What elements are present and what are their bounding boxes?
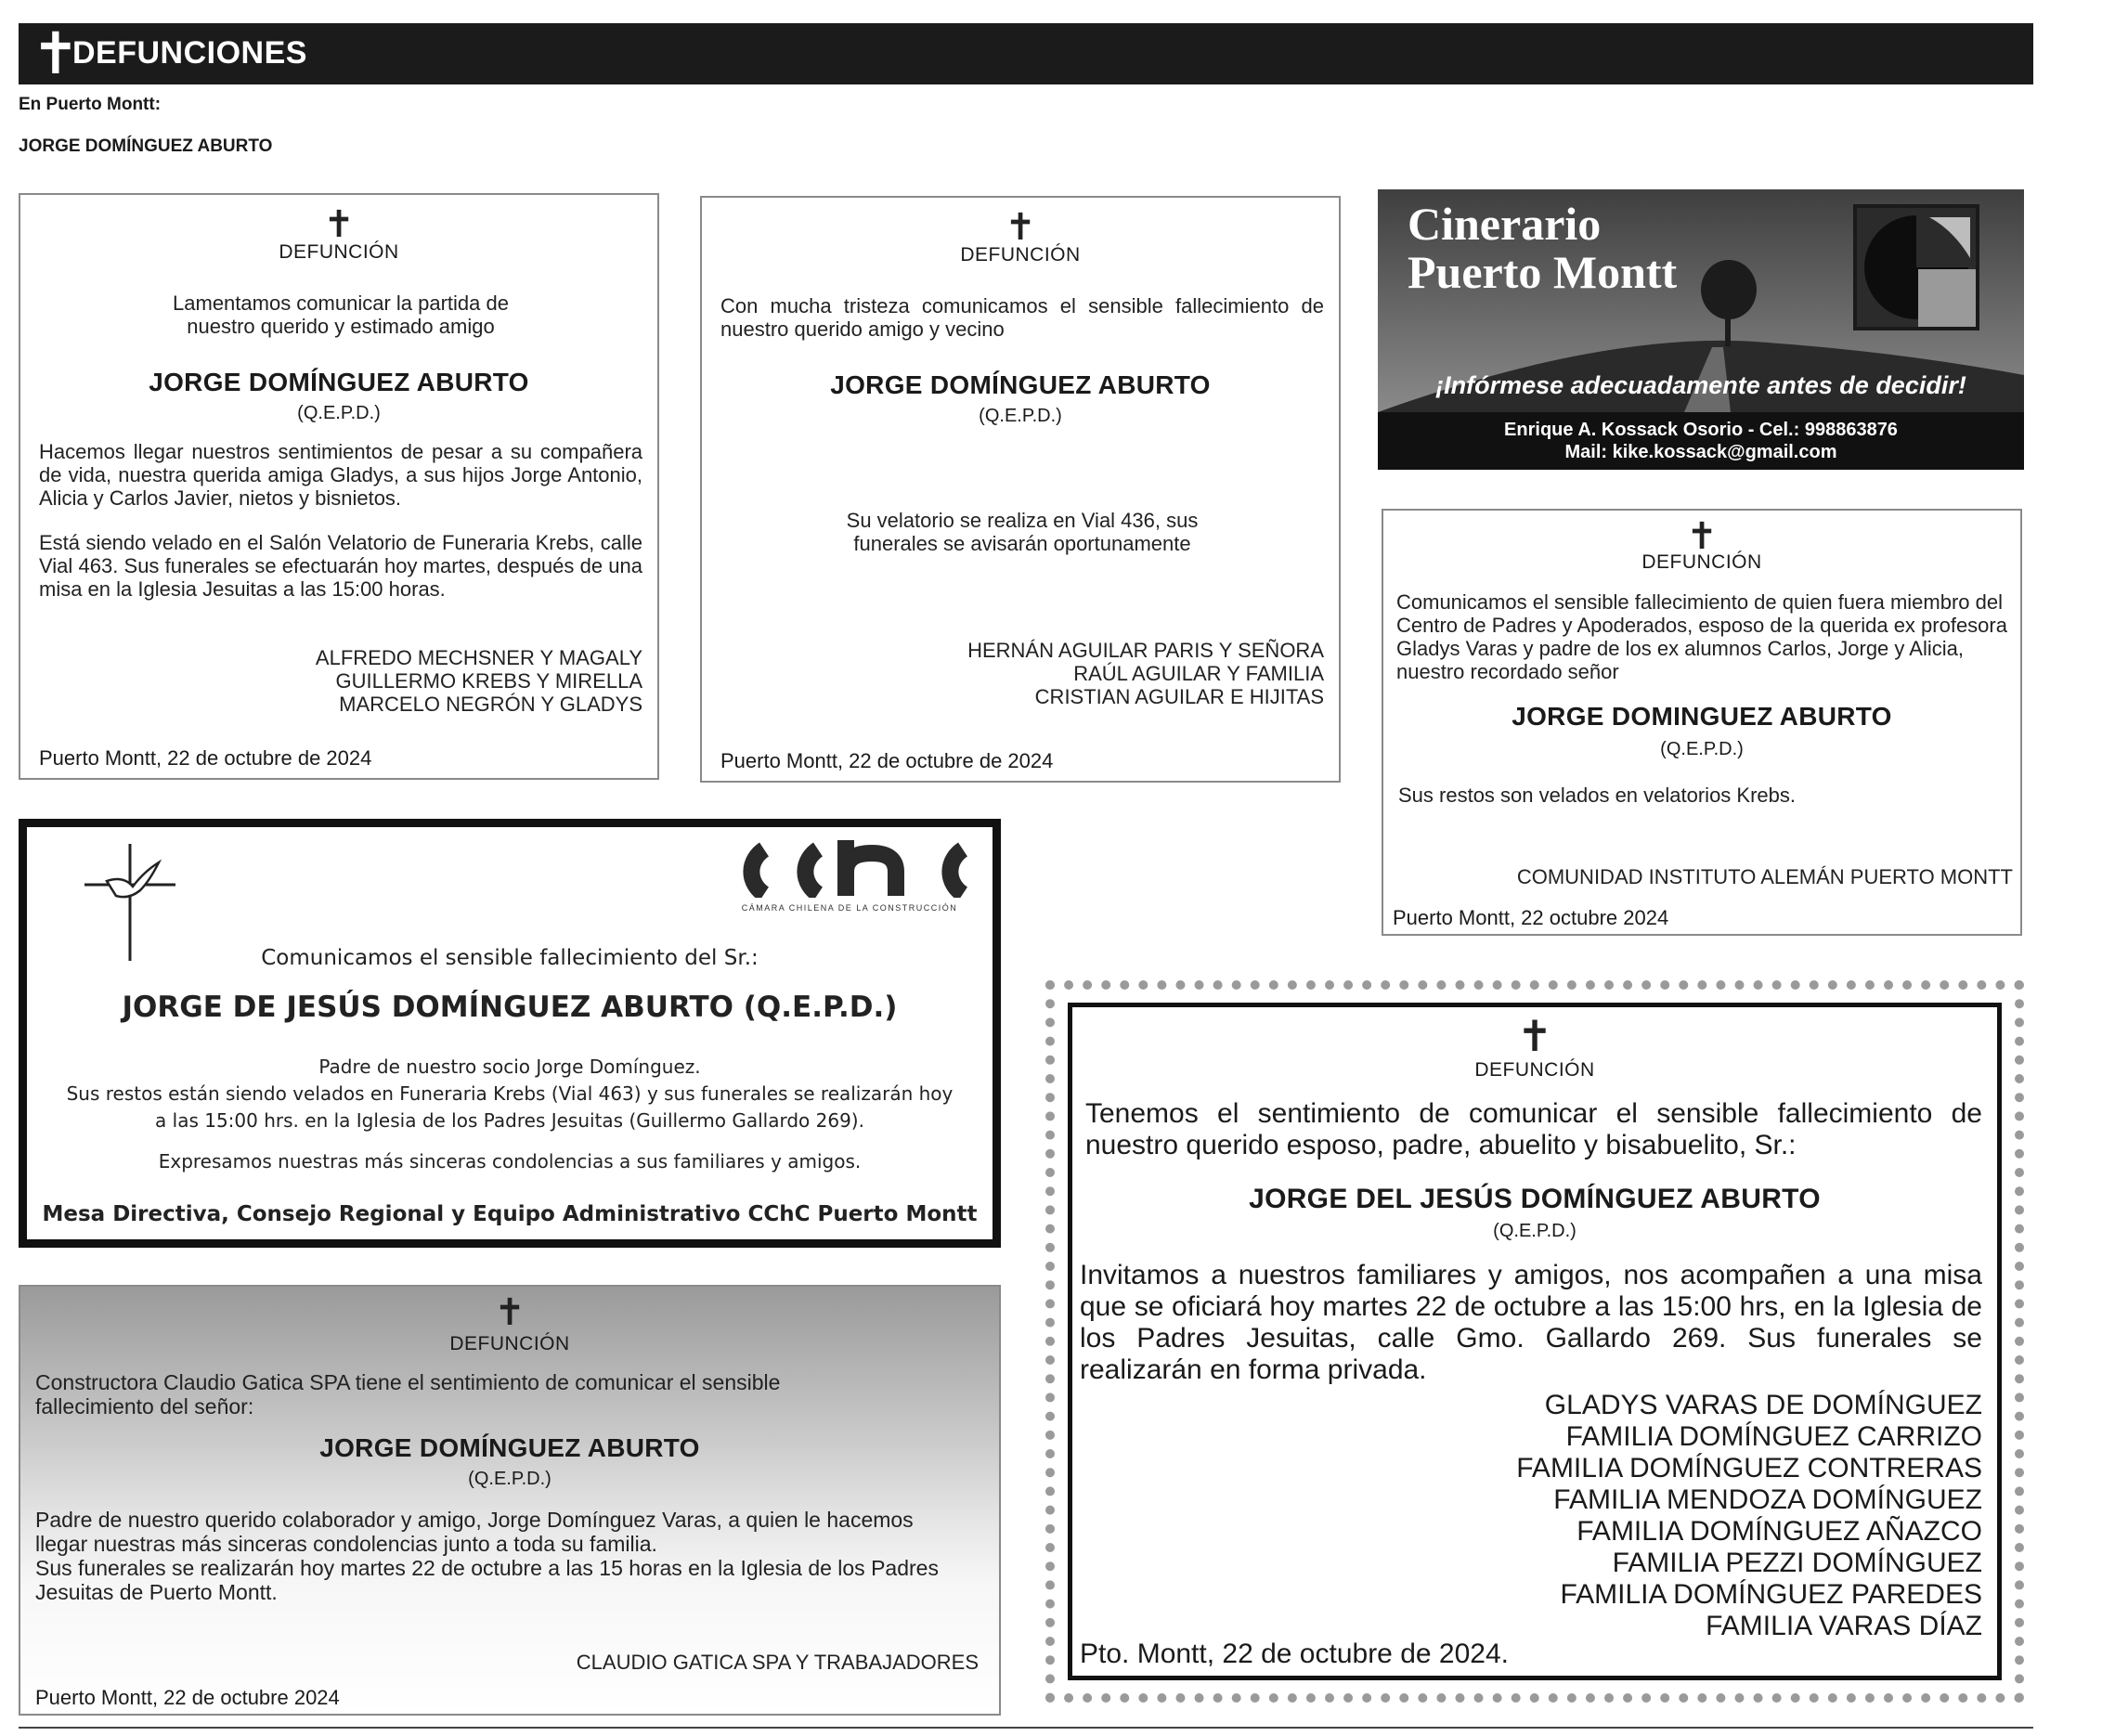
- notice-1: [19, 193, 659, 780]
- qepd-label: (Q.E.P.D.): [979, 406, 1062, 426]
- signer: FAMILIA VARAS DÍAZ: [1706, 1611, 1982, 1641]
- deceased-name: JORGE DOMÍNGUEZ ABURTO: [319, 1433, 700, 1462]
- signers-list: [39, 646, 642, 716]
- signer: FAMILIA DOMÍNGUEZ CARRIZO: [1565, 1421, 1982, 1452]
- cross-icon: ✝: [1516, 1011, 1553, 1061]
- deceased-name: JORGE DE JESÚS DOMÍNGUEZ ABURTO (Q.E.P.D.): [122, 991, 898, 1024]
- deceased-name-heading: JORGE DOMÍNGUEZ ABURTO: [19, 136, 273, 156]
- cross-icon: ✝: [32, 19, 80, 87]
- cross-icon: ✝: [1005, 206, 1036, 249]
- signer: CRISTIAN AGUILAR E HIJITAS: [1034, 685, 1324, 708]
- notice-6: [1068, 1003, 2002, 1680]
- cinerario-logo-icon: [1851, 202, 1981, 332]
- cross-icon: ✝: [1686, 515, 1718, 558]
- notice-paragraph: [27, 1054, 993, 1134]
- notice-paragraph: Padre de nuestro querido colaborador y amigo, Jorge Domínguez Varas, a quien le hacemos llegar nuestras más sinceras condolencias junto a toda su familia.: [35, 1508, 914, 1556]
- notice-2: [700, 196, 1341, 783]
- deceased-name: JORGE DEL JESÚS DOMÍNGUEZ ABURTO: [1249, 1184, 1821, 1214]
- cross-icon: ✝: [323, 203, 355, 246]
- ad-slogan: ¡Infórmese adecuadamente antes de decidir!: [1435, 371, 1966, 399]
- notice-label: DEFUNCIÓN: [449, 1333, 570, 1354]
- notice-intro: Con mucha tristeza comunicamos el sensible fallecimiento de nuestro querido amigo y vecino: [720, 294, 1324, 341]
- signer: CLAUDIO GATICA SPA Y TRABAJADORES: [576, 1651, 979, 1674]
- qepd-label: (Q.E.P.D.): [1493, 1221, 1576, 1241]
- notice-paragraph: Hacemos llegar nuestros sentimientos de pesar a su compañera de vida, nuestra querida amiga Gladys, a sus hijos Jorge Antonio, Alicia y Carlos Javier, nietos y bisnietos.: [39, 440, 642, 510]
- notice-intro: Comunicamos el sensible fallecimiento del Sr.:: [261, 946, 759, 970]
- signer: RAÚL AGUILAR Y FAMILIA: [1073, 662, 1324, 685]
- cross-icon: ✝: [494, 1291, 526, 1334]
- signer: Mesa Directiva, Consejo Regional y Equipo Administrativo CChC Puerto Montt: [42, 1202, 978, 1226]
- notice-label: DEFUNCIÓN: [1474, 1059, 1595, 1081]
- signer: FAMILIA DOMÍNGUEZ AÑAZCO: [1576, 1516, 1982, 1547]
- signer: COMUNIDAD INSTITUTO ALEMÁN PUERTO MONTT: [1516, 865, 2013, 888]
- notice-label: DEFUNCIÓN: [960, 244, 1081, 266]
- signers-list: [720, 639, 1324, 708]
- section-header: [19, 19, 2033, 87]
- notice-date: Pto. Montt, 22 de octubre de 2024.: [1080, 1639, 1509, 1669]
- ad-title-line1: Cinerario: [1408, 198, 1602, 250]
- signer: FAMILIA DOMÍNGUEZ CONTRERAS: [1516, 1453, 1982, 1483]
- qepd-label: (Q.E.P.D.): [468, 1469, 551, 1489]
- ad-contact-name: Enrique A. Kossack Osorio - Cel.: 998863876: [1504, 420, 1898, 440]
- signers-list: [1085, 1390, 1982, 1642]
- signer: FAMILIA MENDOZA DOMÍNGUEZ: [1553, 1484, 1982, 1515]
- notice-line: Sus restos están siendo velados en Funeraria Krebs (Vial 463) y sus funerales se realizarán hoy: [66, 1082, 954, 1105]
- page-divider: [19, 1727, 2033, 1729]
- section-title: DEFUNCIONES: [72, 35, 307, 71]
- notice-paragraph: Está siendo velado en el Salón Velatorio de Funeraria Krebs, calle Vial 463. Sus funerales se efectuarán hoy martes, después de una misa en la Iglesia Jesuitas a las 15:00 horas.: [39, 531, 642, 601]
- notice-intro: Constructora Claudio Gatica SPA tiene el sentimiento de comunicar el sensible fallecimiento del señor:: [35, 1370, 781, 1419]
- notice-date: Puerto Montt, 22 de octubre de 2024: [39, 746, 372, 770]
- notice-intro: Comunicamos el sensible fallecimiento de quien fuera miembro del Centro de Padres y Apoderados, esposo de la querida ex profesora Gladys Varas y padre de los ex alumnos Carlos, Jorge y Alicia, nuestro recordado señor: [1396, 590, 2007, 683]
- location-label: En Puerto Montt:: [19, 95, 162, 114]
- deceased-name: JORGE DOMÍNGUEZ ABURTO: [149, 368, 529, 396]
- notice-paragraph: Sus funerales se realizarán hoy martes 22 de octubre a las 15 horas en la Iglesia de los Padres Jesuitas de Puerto Montt.: [35, 1556, 939, 1604]
- notice-date: Puerto Montt, 22 de octubre 2024: [35, 1686, 340, 1709]
- notice-line: Padre de nuestro socio Jorge Domínguez.: [318, 1056, 701, 1078]
- notice-line: a las 15:00 hrs. en la Iglesia de los Padres Jesuitas (Guillermo Gallardo 269).: [155, 1109, 864, 1132]
- signer: GLADYS VARAS DE DOMÍNGUEZ: [1544, 1390, 1982, 1420]
- signer: HERNÁN AGUILAR PARIS Y SEÑORA: [967, 639, 1324, 662]
- ad-contact-email: Mail: kike.kossack@gmail.com: [1564, 442, 1837, 462]
- signer: FAMILIA DOMÍNGUEZ PAREDES: [1560, 1579, 1982, 1610]
- notice-paragraph: Sus restos son velados en velatorios Krebs.: [1398, 784, 1797, 807]
- qepd-label: (Q.E.P.D.): [297, 403, 381, 423]
- qepd-label: (Q.E.P.D.): [1660, 739, 1744, 759]
- notice-5: [19, 1285, 1001, 1716]
- notice-label: DEFUNCIÓN: [279, 241, 399, 263]
- condolences-line: Expresamos nuestras más sinceras condolencias a sus familiares y amigos.: [158, 1150, 862, 1172]
- notice-paragraph: Invitamos a nuestros familiares y amigos, nos acompañen a una misa que se oficiará hoy martes 22 de octubre a las 15:00 hrs, en la Iglesia de los Padres Jesuitas, calle Gmo. Gallardo 269. Sus funerales se realizarán en forma privada.: [1080, 1260, 1982, 1385]
- notice-6-frame: [1045, 980, 2024, 1703]
- signer: GUILLERMO KREBS Y MIRELLA: [335, 669, 642, 693]
- notice-intro: Lamentamos comunicar la partida de nuestro querido y estimado amigo: [173, 291, 509, 338]
- signer: MARCELO NEGRÓN Y GLADYS: [339, 693, 642, 716]
- cchc-logo-icon: [714, 840, 985, 898]
- cchc-logo-caption: CÁMARA CHILENA DE LA CONSTRUCCIÓN: [741, 903, 958, 913]
- notice-paragraph: Su velatorio se realiza en Vial 436, sus funerales se avisarán oportunamente: [846, 509, 1199, 555]
- ad-title-line2: Puerto Montt: [1408, 246, 1678, 298]
- notice-date: Puerto Montt, 22 de octubre de 2024: [720, 749, 1054, 772]
- cross-dove-icon: [79, 844, 181, 961]
- notice-date: Puerto Montt, 22 octubre 2024: [1393, 906, 1669, 929]
- notice-3: [1382, 509, 2022, 936]
- cinerario-advertisement: [1378, 189, 2024, 470]
- deceased-name: JORGE DOMÍNGUEZ ABURTO: [830, 370, 1211, 399]
- ad-contact-bar: [1378, 412, 2024, 470]
- notice-cchc: [19, 819, 1001, 1248]
- signer: FAMILIA PEZZI DOMÍNGUEZ: [1612, 1548, 1982, 1578]
- notice-intro: Tenemos el sentimiento de comunicar el sensible fallecimiento de nuestro querido esposo, padre, abuelito y bisabuelito, Sr.:: [1085, 1098, 1982, 1160]
- notice-label: DEFUNCIÓN: [1641, 551, 1762, 573]
- deceased-name: JORGE DOMINGUEZ ABURTO: [1512, 702, 1892, 731]
- signer: ALFREDO MECHSNER Y MAGALY: [315, 646, 642, 669]
